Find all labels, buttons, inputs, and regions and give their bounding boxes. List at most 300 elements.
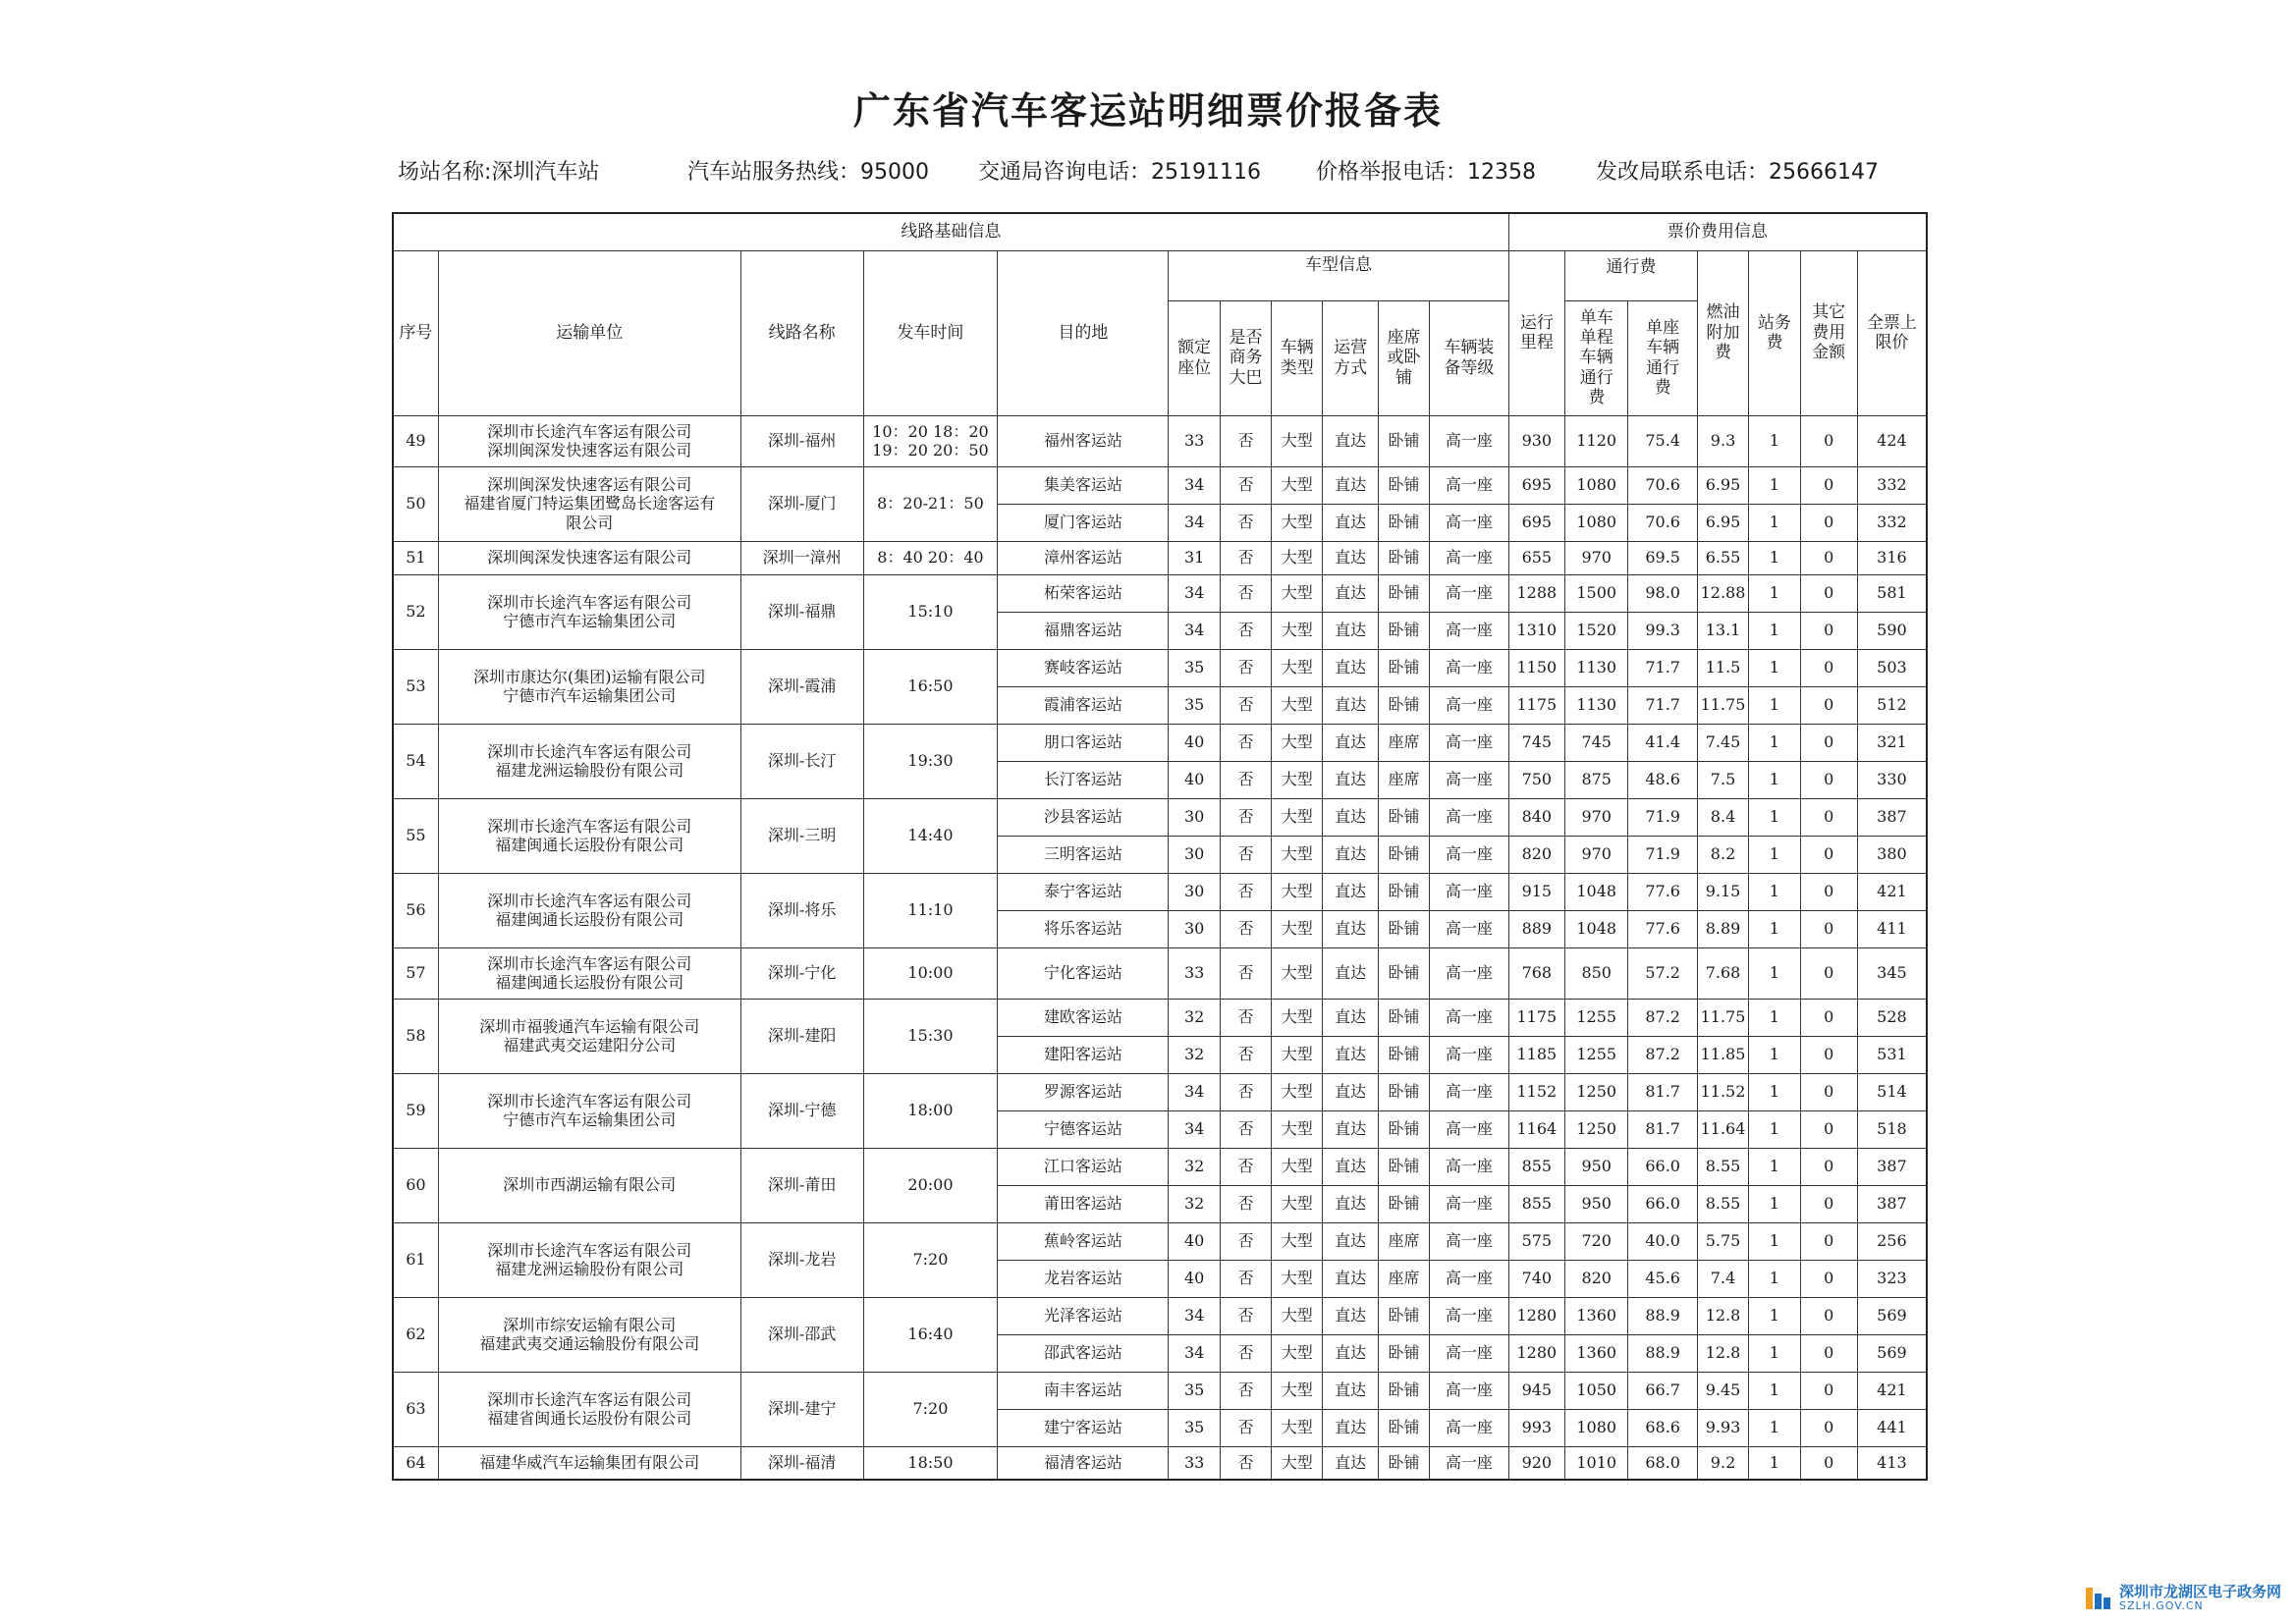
seat-or-berth-cell: 座席 [1378, 761, 1429, 798]
destination-cell: 福鼎客运站 [998, 612, 1169, 649]
business-bus-cell: 否 [1220, 1073, 1271, 1110]
other-fee-cell: 0 [1800, 947, 1857, 999]
header-line: 单程 [1579, 327, 1613, 348]
table-row [393, 1297, 1927, 1334]
header-line: 燃油 [1706, 302, 1740, 323]
time-cell-line: 7:20 [912, 1250, 949, 1270]
vehicle-type-cell: 大型 [1272, 836, 1323, 873]
operation-mode-cell: 直达 [1323, 999, 1378, 1036]
operation-mode-cell: 直达 [1323, 1409, 1378, 1446]
toll-single-cell: 720 [1565, 1222, 1628, 1260]
station-name: 场站名称:深圳汽车站 [398, 160, 600, 185]
toll-per-seat-cell: 71.7 [1628, 649, 1697, 686]
mileage-cell: 820 [1508, 836, 1564, 873]
station-fee-cell: 1 [1749, 910, 1800, 947]
max-price-cell: 421 [1857, 1372, 1927, 1409]
operation-mode-cell: 直达 [1323, 1446, 1378, 1480]
seats-cell: 40 [1169, 761, 1220, 798]
equip-grade-cell: 高一座 [1430, 910, 1509, 947]
mileage-cell: 655 [1508, 541, 1564, 574]
other-fee-cell: 0 [1800, 466, 1857, 504]
carrier-cell-line: 福建闽通长运股份有限公司 [495, 910, 684, 929]
fuel-cell: 11.75 [1697, 999, 1748, 1036]
vehicle-type-cell: 大型 [1272, 541, 1323, 574]
vehicle-type-cell: 大型 [1272, 999, 1323, 1036]
destination-cell: 福清客运站 [998, 1446, 1169, 1480]
seat-or-berth-cell: 卧铺 [1378, 1446, 1429, 1480]
vehicle-type-cell: 大型 [1272, 1148, 1323, 1185]
time-cell [863, 1073, 998, 1148]
toll-single-cell: 1520 [1565, 612, 1628, 649]
max-price-cell: 581 [1857, 574, 1927, 612]
destination-cell: 霞浦客运站 [998, 686, 1169, 724]
seats-cell: 34 [1169, 612, 1220, 649]
mileage-cell: 1280 [1508, 1334, 1564, 1372]
seat-or-berth-cell: 卧铺 [1378, 686, 1429, 724]
other-fee-cell: 0 [1800, 1110, 1857, 1148]
seats-cell: 35 [1169, 1372, 1220, 1409]
header-line: 车辆 [1280, 338, 1314, 358]
vehicle-type-cell: 大型 [1272, 724, 1323, 761]
fuel-cell: 9.3 [1697, 415, 1748, 466]
carrier-cell-line: 福建华威汽车运输集团有限公司 [479, 1453, 700, 1473]
toll-single-cell: 970 [1565, 541, 1628, 574]
station-fee-cell: 1 [1749, 574, 1800, 612]
station-fee-cell: 1 [1749, 649, 1800, 686]
price-report-phone: 价格举报电话：12358 [1316, 160, 1536, 185]
carrier-cell [438, 466, 740, 541]
destination-cell: 罗源客运站 [998, 1073, 1169, 1110]
toll-single-cell: 970 [1565, 836, 1628, 873]
station-fee-cell: 1 [1749, 686, 1800, 724]
mileage-cell: 695 [1508, 466, 1564, 504]
carrier-cell-line: 深圳闽深发快速客运有限公司 [487, 475, 692, 495]
time-cell-line: 16:50 [907, 676, 954, 696]
station-fee-header [1749, 250, 1800, 415]
carrier-cell-line: 宁德市汽车运输集团公司 [503, 1110, 677, 1129]
max-price-cell: 323 [1857, 1260, 1927, 1297]
header-line: 车辆 [1579, 348, 1613, 368]
business-bus-cell: 否 [1220, 1334, 1271, 1372]
destination-cell: 厦门客运站 [998, 504, 1169, 541]
seq-cell: 62 [393, 1297, 438, 1372]
time-cell-line: 15:30 [907, 1026, 954, 1046]
seats-cell: 34 [1169, 574, 1220, 612]
toll-single-cell: 1080 [1565, 1409, 1628, 1446]
other-fee-cell: 0 [1800, 1372, 1857, 1409]
other-fee-cell: 0 [1800, 1409, 1857, 1446]
station-fee-cell: 1 [1749, 836, 1800, 873]
equip-grade-cell: 高一座 [1430, 1148, 1509, 1185]
toll-single-cell: 820 [1565, 1260, 1628, 1297]
seq-cell: 64 [393, 1446, 438, 1480]
equip-grade-cell: 高一座 [1430, 541, 1509, 574]
mileage-cell: 915 [1508, 873, 1564, 910]
toll-single-cell: 1080 [1565, 504, 1628, 541]
seat-or-berth-cell: 卧铺 [1378, 910, 1429, 947]
station-fee-cell: 1 [1749, 1334, 1800, 1372]
header-line: 费 [1588, 388, 1606, 408]
toll-per-seat-cell: 98.0 [1628, 574, 1697, 612]
vehicle-type-cell: 大型 [1272, 1409, 1323, 1446]
business-bus-cell: 否 [1220, 1446, 1271, 1480]
route-cell: 深圳-霞浦 [740, 649, 863, 724]
time-cell [863, 798, 998, 873]
time-cell-line: 19:30 [907, 751, 954, 771]
seats-cell: 32 [1169, 999, 1220, 1036]
equip-grade-cell: 高一座 [1430, 1185, 1509, 1222]
toll-single-cell: 1130 [1565, 649, 1628, 686]
equip-grade-cell: 高一座 [1430, 466, 1509, 504]
vehicle-type-cell: 大型 [1272, 504, 1323, 541]
equip-grade-cell: 高一座 [1430, 612, 1509, 649]
carrier-cell-line: 深圳市长途汽车客运有限公司 [487, 421, 692, 441]
operation-mode-cell: 直达 [1323, 1036, 1378, 1073]
table-row [393, 947, 1927, 999]
business-bus-cell: 否 [1220, 873, 1271, 910]
time-cell [863, 415, 998, 466]
time-cell-line: 8：20-21：50 [877, 494, 984, 514]
carrier-cell-line: 福建龙洲运输股份有限公司 [495, 1260, 684, 1278]
header-line: 费用 [1812, 322, 1846, 343]
max-price-cell: 503 [1857, 649, 1927, 686]
time-cell [863, 649, 998, 724]
toll-per-seat-cell: 71.9 [1628, 836, 1697, 873]
toll-per-seat-cell: 66.0 [1628, 1148, 1697, 1185]
toll-single-cell: 1048 [1565, 873, 1628, 910]
time-cell [863, 541, 998, 574]
route-cell: 深圳-邵武 [740, 1297, 863, 1372]
seat-or-berth-cell: 座席 [1378, 1260, 1429, 1297]
table-row [393, 649, 1927, 686]
table-row [393, 1073, 1927, 1110]
watermark-text: 深圳市龙湖区电子政务网 [2119, 1583, 2282, 1601]
table-row [393, 1222, 1927, 1260]
operation-mode-cell: 直达 [1323, 541, 1378, 574]
seat-or-berth-cell: 卧铺 [1378, 466, 1429, 504]
fuel-cell: 9.45 [1697, 1372, 1748, 1409]
destination-cell: 江口客运站 [998, 1148, 1169, 1185]
operation-mode-cell: 直达 [1323, 910, 1378, 947]
mileage-cell: 1288 [1508, 574, 1564, 612]
other-fee-cell: 0 [1800, 415, 1857, 466]
operation-mode-header [1323, 300, 1378, 415]
time-cell [863, 724, 998, 798]
toll-single-cell: 1250 [1565, 1073, 1628, 1110]
toll-single-cell: 1080 [1565, 466, 1628, 504]
seat-or-berth-cell: 卧铺 [1378, 947, 1429, 999]
vehicle-type-cell: 大型 [1272, 798, 1323, 836]
toll-per-seat-cell: 88.9 [1628, 1297, 1697, 1334]
time-cell-line: 20:00 [907, 1175, 954, 1195]
time-cell-line: 10:00 [907, 963, 954, 983]
destination-cell: 柘荣客运站 [998, 574, 1169, 612]
carrier-cell-line: 福建龙洲运输股份有限公司 [495, 761, 684, 780]
equip-grade-cell: 高一座 [1430, 1222, 1509, 1260]
time-cell-line: 11:10 [907, 900, 954, 920]
route-cell: 深圳-建阳 [740, 999, 863, 1073]
seat-or-berth-cell: 卧铺 [1378, 1409, 1429, 1446]
fuel-cell: 8.4 [1697, 798, 1748, 836]
vehicle-type-cell: 大型 [1272, 873, 1323, 910]
destination-header: 目的地 [998, 250, 1169, 415]
max-price-cell: 514 [1857, 1073, 1927, 1110]
table-row [393, 574, 1927, 612]
header-line: 费 [1766, 333, 1783, 352]
equip-grade-cell: 高一座 [1430, 415, 1509, 466]
time-cell-line: 7:20 [912, 1399, 949, 1419]
header-line: 额定 [1177, 338, 1212, 358]
station-fee-cell: 1 [1749, 724, 1800, 761]
business-bus-cell: 否 [1220, 999, 1271, 1036]
carrier-cell [438, 798, 740, 873]
header-line: 站务 [1757, 312, 1791, 333]
carrier-cell-line: 深圳市康达尔(集团)运输有限公司 [473, 667, 706, 686]
operation-mode-cell: 直达 [1323, 574, 1378, 612]
carrier-cell-line: 宁德市汽车运输集团公司 [503, 686, 677, 705]
station-fee-cell: 1 [1749, 415, 1800, 466]
station-fee-cell: 1 [1749, 1297, 1800, 1334]
max-price-cell: 569 [1857, 1334, 1927, 1372]
equip-grade-cell: 高一座 [1430, 649, 1509, 686]
carrier-cell-line: 宁德市汽车运输集团公司 [503, 612, 677, 630]
carrier-cell-line: 深圳市长途汽车客运有限公司 [487, 891, 692, 910]
destination-cell: 集美客运站 [998, 466, 1169, 504]
route-cell: 深圳-建宁 [740, 1372, 863, 1446]
fuel-cell: 7.45 [1697, 724, 1748, 761]
header-line: 备等级 [1444, 357, 1495, 378]
vehicle-type-cell: 大型 [1272, 1222, 1323, 1260]
destination-cell: 长汀客运站 [998, 761, 1169, 798]
other-fee-header [1800, 250, 1857, 415]
business-bus-header [1220, 300, 1271, 415]
max-price-cell: 421 [1857, 873, 1927, 910]
toll-single-cell: 1500 [1565, 574, 1628, 612]
seat-or-berth-cell: 卧铺 [1378, 999, 1429, 1036]
operation-mode-cell: 直达 [1323, 1148, 1378, 1185]
business-bus-cell: 否 [1220, 466, 1271, 504]
carrier-cell [438, 1222, 740, 1297]
fare-table-body [393, 415, 1927, 1480]
seat-or-berth-cell: 卧铺 [1378, 649, 1429, 686]
vehicle-type-cell: 大型 [1272, 947, 1323, 999]
equip-grade-header [1430, 300, 1509, 415]
station-fee-cell: 1 [1749, 1073, 1800, 1110]
toll-header: 通行费 [1565, 250, 1698, 300]
other-fee-cell: 0 [1800, 541, 1857, 574]
fuel-cell: 11.75 [1697, 686, 1748, 724]
destination-cell: 莆田客运站 [998, 1185, 1169, 1222]
equip-grade-cell: 高一座 [1430, 761, 1509, 798]
max-price-cell: 413 [1857, 1446, 1927, 1480]
operation-mode-cell: 直达 [1323, 649, 1378, 686]
header-line: 单车 [1579, 307, 1613, 328]
watermark-url: SZLH.GOV.CN [2119, 1599, 2204, 1613]
fuel-cell: 12.88 [1697, 574, 1748, 612]
station-fee-cell: 1 [1749, 612, 1800, 649]
business-bus-cell: 否 [1220, 1185, 1271, 1222]
vehicle-type-cell: 大型 [1272, 415, 1323, 466]
transport-bureau-phone: 交通局咨询电话：25191116 [978, 160, 1261, 185]
toll-per-seat-cell: 45.6 [1628, 1260, 1697, 1297]
mileage-cell: 993 [1508, 1409, 1564, 1446]
mileage-cell: 750 [1508, 761, 1564, 798]
header-line: 车辆 [1646, 338, 1680, 358]
equip-grade-cell: 高一座 [1430, 574, 1509, 612]
toll-per-seat-cell: 75.4 [1628, 415, 1697, 466]
vehicle-type-cell: 大型 [1272, 466, 1323, 504]
vehicle-type-cell: 大型 [1272, 910, 1323, 947]
header-line: 座位 [1177, 357, 1212, 378]
fuel-cell: 8.55 [1697, 1185, 1748, 1222]
table-row [393, 415, 1927, 466]
toll-per-seat-cell: 68.0 [1628, 1446, 1697, 1480]
seat-or-berth-cell: 座席 [1378, 1222, 1429, 1260]
equip-grade-cell: 高一座 [1430, 1372, 1509, 1409]
max-price-cell: 332 [1857, 466, 1927, 504]
table-row [393, 1148, 1927, 1185]
seats-cell: 35 [1169, 649, 1220, 686]
vehicle-type-header [1272, 300, 1323, 415]
seat-or-berth-cell: 卧铺 [1378, 612, 1429, 649]
time-cell-line: 10：20 18：20 [872, 421, 989, 441]
seats-cell: 30 [1169, 836, 1220, 873]
business-bus-cell: 否 [1220, 1110, 1271, 1148]
fuel-cell: 9.93 [1697, 1409, 1748, 1446]
seq-cell: 59 [393, 1073, 438, 1148]
carrier-cell [438, 541, 740, 574]
max-price-cell: 528 [1857, 999, 1927, 1036]
destination-cell: 龙岩客运站 [998, 1260, 1169, 1297]
other-fee-cell: 0 [1800, 836, 1857, 873]
seq-cell: 50 [393, 466, 438, 541]
toll-per-seat-cell: 70.6 [1628, 504, 1697, 541]
equip-grade-cell: 高一座 [1430, 1446, 1509, 1480]
mileage-cell: 945 [1508, 1372, 1564, 1409]
business-bus-cell: 否 [1220, 686, 1271, 724]
table-row [393, 798, 1927, 836]
seat-or-berth-cell: 卧铺 [1378, 1297, 1429, 1334]
seats-cell: 34 [1169, 1073, 1220, 1110]
carrier-cell-line: 深圳市长途汽车客运有限公司 [487, 953, 692, 973]
toll-single-cell: 1250 [1565, 1110, 1628, 1148]
service-hotline: 汽车站服务热线：95000 [687, 160, 929, 185]
seat-or-berth-cell: 卧铺 [1378, 873, 1429, 910]
carrier-cell [438, 1372, 740, 1446]
seat-or-berth-cell: 卧铺 [1378, 541, 1429, 574]
header-line: 附加 [1706, 322, 1740, 343]
toll-single-cell: 875 [1565, 761, 1628, 798]
fare-table [392, 212, 1928, 1481]
time-cell-line: 18:00 [907, 1101, 954, 1120]
route-cell: 深圳-福州 [740, 415, 863, 466]
seats-cell: 31 [1169, 541, 1220, 574]
route-cell: 深圳-宁德 [740, 1073, 863, 1148]
mileage-cell: 745 [1508, 724, 1564, 761]
route-cell: 深圳-宁化 [740, 947, 863, 999]
seq-cell: 53 [393, 649, 438, 724]
operation-mode-cell: 直达 [1323, 1073, 1378, 1110]
header-line: 费 [1654, 377, 1671, 398]
destination-cell: 蕉岭客运站 [998, 1222, 1169, 1260]
other-fee-cell: 0 [1800, 798, 1857, 836]
destination-cell: 沙县客运站 [998, 798, 1169, 836]
fuel-cell: 7.68 [1697, 947, 1748, 999]
carrier-cell-line: 深圳市长途汽车客运有限公司 [487, 1240, 692, 1260]
vehicle-type-cell: 大型 [1272, 1185, 1323, 1222]
station-fee-cell: 1 [1749, 1185, 1800, 1222]
seq-cell: 60 [393, 1148, 438, 1222]
ndrc-phone: 发改局联系电话：25666147 [1596, 160, 1879, 185]
operation-mode-cell: 直达 [1323, 1372, 1378, 1409]
page-title: 广东省汽车客运站明细票价报备表 [852, 89, 1443, 133]
fuel-cell: 11.85 [1697, 1036, 1748, 1073]
seat-or-berth-cell: 卧铺 [1378, 1334, 1429, 1372]
max-price-cell: 387 [1857, 1185, 1927, 1222]
other-fee-cell: 0 [1800, 1036, 1857, 1073]
header-line: 方式 [1334, 357, 1368, 378]
other-fee-cell: 0 [1800, 1446, 1857, 1480]
toll-single-cell: 1360 [1565, 1334, 1628, 1372]
seq-cell: 57 [393, 947, 438, 999]
destination-cell: 赛岐客运站 [998, 649, 1169, 686]
seq-cell: 58 [393, 999, 438, 1073]
toll-single-cell: 745 [1565, 724, 1628, 761]
fuel-cell: 11.5 [1697, 649, 1748, 686]
fuel-cell: 8.2 [1697, 836, 1748, 873]
seats-cell: 34 [1169, 1334, 1220, 1372]
route-name-header: 线路名称 [740, 250, 863, 415]
business-bus-cell: 否 [1220, 612, 1271, 649]
mileage-cell: 1310 [1508, 612, 1564, 649]
fuel-cell: 6.95 [1697, 504, 1748, 541]
table-row [393, 1372, 1927, 1409]
header-line: 铺 [1394, 367, 1412, 388]
toll-per-seat-cell: 71.7 [1628, 686, 1697, 724]
carrier-cell-line: 福建闽通长运股份有限公司 [495, 973, 684, 992]
route-cell: 深圳-三明 [740, 798, 863, 873]
business-bus-cell: 否 [1220, 1148, 1271, 1185]
time-cell-line: 16:40 [907, 1325, 954, 1344]
toll-single-cell: 950 [1565, 1148, 1628, 1185]
seats-cell: 33 [1169, 415, 1220, 466]
vehicle-type-cell: 大型 [1272, 1036, 1323, 1073]
fuel-header [1697, 250, 1748, 415]
toll-single-cell: 1120 [1565, 415, 1628, 466]
seat-or-berth-cell: 卧铺 [1378, 836, 1429, 873]
seat-or-berth-cell: 卧铺 [1378, 1148, 1429, 1185]
fuel-cell: 7.5 [1697, 761, 1748, 798]
toll-single-cell: 1255 [1565, 999, 1628, 1036]
toll-single-cell: 850 [1565, 947, 1628, 999]
other-fee-cell: 0 [1800, 1222, 1857, 1260]
seats-cell: 34 [1169, 504, 1220, 541]
route-cell: 深圳-福清 [740, 1446, 863, 1480]
max-price-cell: 332 [1857, 504, 1927, 541]
table-row [393, 466, 1927, 504]
time-cell-line: 15:10 [907, 602, 954, 622]
toll-per-seat-cell: 87.2 [1628, 999, 1697, 1036]
vehicle-info-header: 车型信息 [1169, 250, 1508, 300]
business-bus-cell: 否 [1220, 724, 1271, 761]
equip-grade-cell: 高一座 [1430, 686, 1509, 724]
seats-cell: 33 [1169, 947, 1220, 999]
equip-grade-cell: 高一座 [1430, 873, 1509, 910]
operation-mode-cell: 直达 [1323, 836, 1378, 873]
seats-cell: 32 [1169, 1036, 1220, 1073]
business-bus-cell: 否 [1220, 574, 1271, 612]
toll-per-seat-cell: 88.9 [1628, 1334, 1697, 1372]
